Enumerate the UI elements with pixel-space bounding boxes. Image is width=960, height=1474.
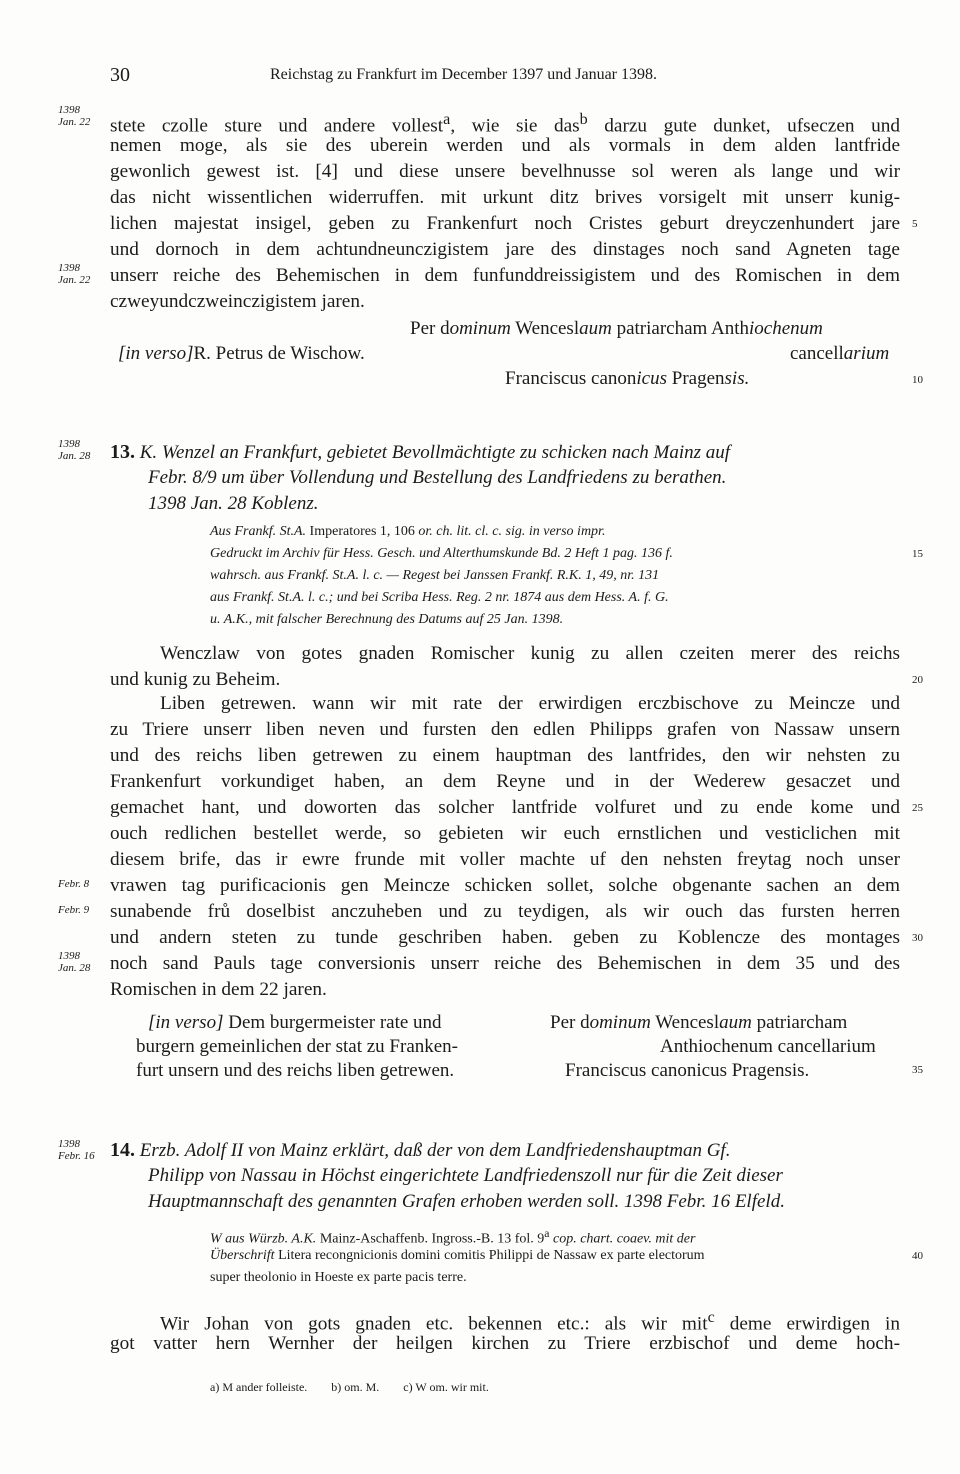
- margin-date: 1398 Jan. 22: [58, 262, 91, 286]
- verso-address: burgern gemeinlichen der stat zu Franken-: [136, 1036, 459, 1057]
- text-line: sunabende frů doselbist anczuheben und zu teydigen, als wir ouch das fursten herren: [110, 901, 900, 922]
- document-heading: 13. K. Wenzel an Frankfurt, gebietet Bevollmächtigte zu schicken nach Mainz auf: [110, 441, 731, 463]
- verso-note: [in verso]R. Petrus de Wischow.: [118, 343, 365, 364]
- text-line: got vatter hern Wernher der heilgen kirchen zu Triere erzbischof und deme hoch-: [110, 1333, 900, 1354]
- verso-address: furt unsern und des reichs liben getrewen.: [136, 1060, 455, 1081]
- text-line: lichen majestat insigel, geben zu Frankenfurt noch Cristes geburt dreyczenhundert jare: [110, 213, 900, 234]
- source-note: u. A.K., mit falscher Berechnung des Datums auf 25 Jan. 1398.: [210, 612, 564, 627]
- document-heading: Philipp von Nassau in Höchst eingerichtete Landfriedenszoll nur für die Zeit dieser: [148, 1165, 783, 1186]
- margin-date: Febr. 9: [58, 904, 90, 916]
- line-number: 40: [912, 1250, 923, 1262]
- document-heading: Hauptmannschaft des genannten Grafen erhoben werden soll. 1398 Febr. 16 Elfeld.: [148, 1191, 785, 1212]
- footnote-b: b) om. M.: [331, 1380, 380, 1394]
- text-line: gemachet hant, und doworten das solcher lantfride volfuret und zu ende kome und: [110, 797, 900, 818]
- verso-address: [in verso] Dem burgermeister rate und: [148, 1012, 442, 1033]
- signature-line: Franciscus canonicus Pragensis.: [565, 1060, 810, 1081]
- source-note: Aus Frankf. St.A. Imperatores 1, 106 or. ch. lit. cl. c. sig. in verso impr.: [210, 524, 606, 539]
- line-number: 25: [912, 802, 923, 814]
- line-number: 35: [912, 1064, 923, 1076]
- text-line: ouch redlichen bestellet werde, so gebieten wir euch ernstlichen und vesticlichen mit: [110, 823, 900, 844]
- footnote-c: c) W om. wir mit.: [403, 1380, 489, 1394]
- signature-line: Anthiochenum cancellarium: [660, 1036, 876, 1057]
- text-line: Romischen in dem 22 jaren.: [110, 979, 327, 1000]
- signature-line: Per dominum Wenceslaum patriarcham: [550, 1012, 848, 1033]
- text-line: und dornoch in dem achtundneunczigistem jare des dinstages noch sand Agneten tage: [110, 239, 900, 260]
- margin-date: Febr. 8: [58, 878, 90, 890]
- text-line: czweyundczweinczigistem jaren.: [110, 291, 365, 312]
- text-line: gewonlich gewest ist. [4] und diese unsere bevelhnusse sol weren als lange und wir: [110, 161, 900, 182]
- text-line: und kunig zu Beheim.: [110, 669, 281, 690]
- text-line: Frankenfurt vorkundiget haben, an dem Reyne und in der Wederew gesaczet und: [110, 771, 900, 792]
- text-line: unserr reiche des Behemischen in dem funfunddreissigistem und des Romischen in dem: [110, 265, 900, 286]
- signature-line: cancellarium: [790, 343, 890, 364]
- text-line: das nicht wissentlichen widerruffen. mit urkunt ditz brives vorsigelt mit unserr kunig-: [110, 187, 900, 208]
- text-line: Wenczlaw von gotes gnaden Romischer kunig zu allen czeiten merer des reichs: [160, 643, 900, 664]
- signature-line: Franciscus canonicus Pragensis.: [505, 368, 750, 389]
- line-number: 15: [912, 548, 923, 560]
- source-note: Gedruckt im Archiv für Hess. Gesch. und Alterthumskunde Bd. 2 Heft 1 pag. 136 f.: [210, 546, 673, 561]
- line-number: 20: [912, 674, 923, 686]
- line-number: 5: [912, 218, 918, 230]
- document-number: 13.: [110, 441, 135, 463]
- text-line: noch sand Pauls tage conversionis unserr reiche des Behemischen in dem 35 und des: [110, 953, 900, 974]
- document-number: 14.: [110, 1139, 135, 1161]
- text-line: und des reichs liben getrewen zu einem hauptman des lantfrides, den wir nehsten zu: [110, 745, 900, 766]
- footnotes: [210, 1380, 489, 1395]
- margin-date: 1398 Febr. 16: [58, 1138, 95, 1162]
- document-heading: 14. Erzb. Adolf II von Mainz erklärt, daß der von dem Landfriedenshauptman Gf.: [110, 1139, 731, 1161]
- document-heading: 1398 Jan. 28 Koblenz.: [148, 493, 319, 514]
- text-line: diesem brife, das ir ewre frunde mit voller machte uf den nehsten freytag noch unser: [110, 849, 900, 870]
- source-note: aus Frankf. St.A. l. c.; und bei Scriba Hess. Reg. 2 nr. 1874 aus dem Hess. A. f. G.: [210, 590, 669, 605]
- text-line: stete czolle sture und andere vollest$^a$, wie sie das$^b$ darzu gute dunket, ufseczen und: [110, 111, 901, 137]
- running-title: Reichstag zu Frankfurt im December 1397 und Januar 1398.: [270, 66, 658, 83]
- document-heading: Febr. 8/9 um über Vollendung und Bestellung des Landfriedens zu berathen.: [148, 467, 727, 488]
- text-line: zu Triere unserr liben neven und fursten den edlen Philipps grafen von Nassaw unsern: [110, 719, 900, 740]
- line-number: 30: [912, 932, 923, 944]
- margin-date: 1398 Jan. 28: [58, 438, 91, 462]
- source-note: Überschrift Litera recongnicionis domini comitis Philippi de Nassaw ex parte electorum: [210, 1248, 705, 1263]
- source-note: W aus Würzb. A.K. Mainz-Aschaffenb. Ingross.-B. 13 fol. 9$^a$ cop. chart. coaev. mit der: [210, 1227, 696, 1247]
- line-number: 10: [912, 374, 923, 386]
- margin-date: 1398 Jan. 22: [58, 104, 91, 128]
- text-line: nemen moge, als sie des uberein werden und als vormals in dem alden lantfride: [110, 135, 900, 156]
- signature-line: Per dominum Wenceslaum patriarcham Anthiochenum: [410, 318, 823, 339]
- source-note: wahrsch. aus Frankf. St.A. l. c. — Regest bei Janssen Frankf. R.K. 1, 49, nr. 131: [210, 568, 660, 583]
- text-line: und andern steten zu tunde geschriben haben. geben zu Koblencze des montages: [110, 927, 900, 948]
- source-note: super theolonio in Hoeste ex parte pacis terre.: [210, 1270, 467, 1285]
- text-line: Wir Johan von gots gnaden etc. bekennen etc.: als wir mit$^c$ deme erwirdigen in: [160, 1309, 900, 1335]
- margin-date: 1398 Jan. 28: [58, 950, 91, 974]
- text-line: vrawen tag purificacionis gen Meincze schicken sollet, solche obgenante sachen an dem: [110, 875, 900, 896]
- text-line: Liben getrewen. wann wir mit rate der erwirdigen erczbischove zu Meincze und: [160, 693, 900, 714]
- footnote-a: a) M ander folleiste.: [210, 1380, 308, 1394]
- page-number: 30: [110, 64, 130, 86]
